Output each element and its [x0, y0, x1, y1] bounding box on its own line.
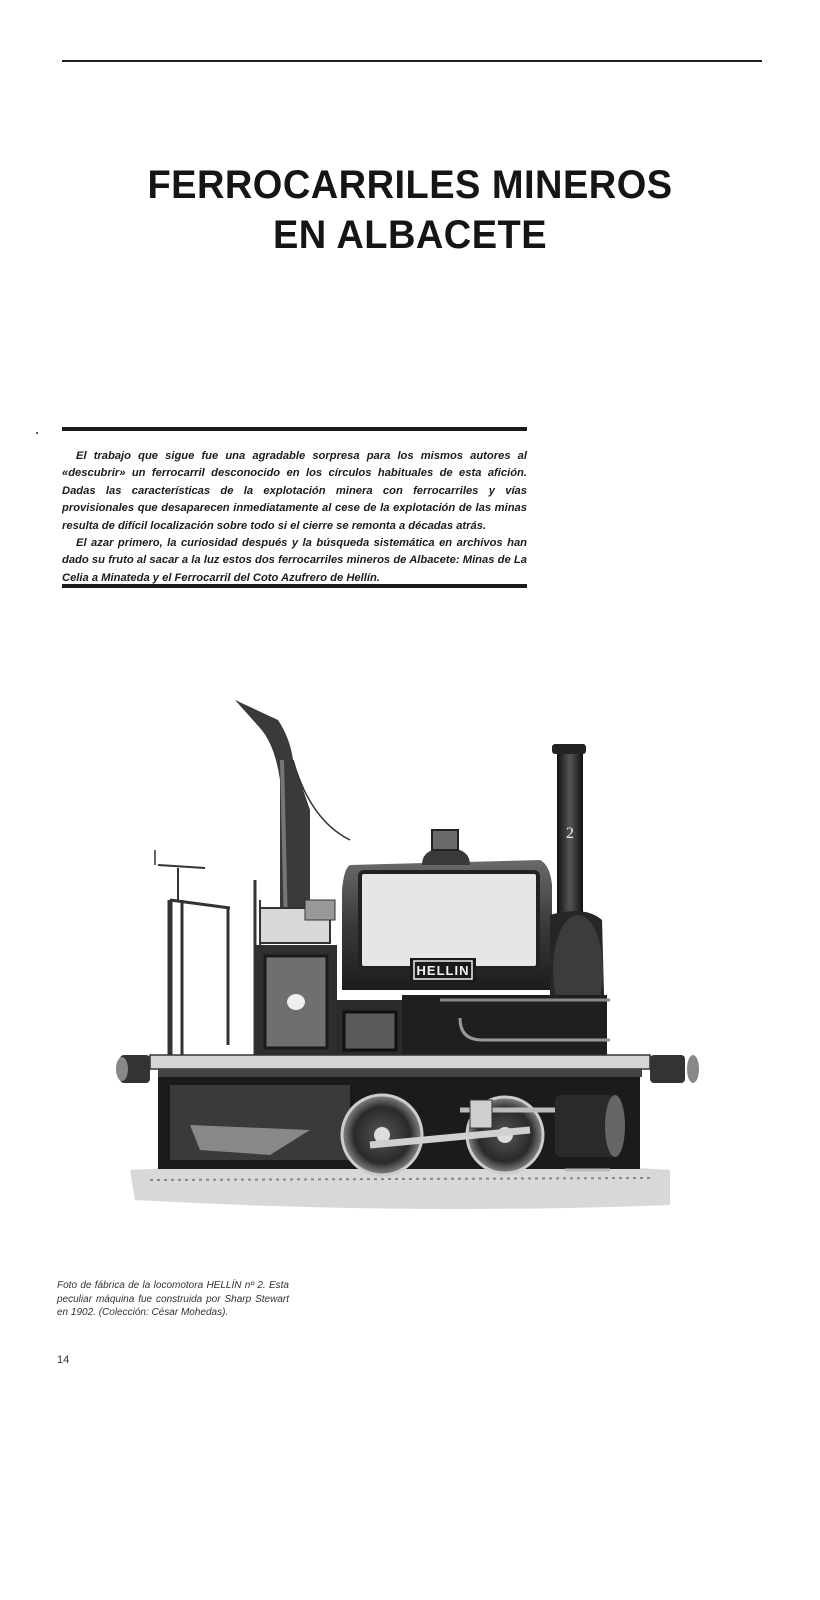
intro-bottom-rule — [62, 584, 527, 588]
hand-lever — [155, 850, 230, 1055]
locomotive-photo — [110, 700, 730, 1240]
intro-top-rule — [62, 427, 527, 431]
article-title — [21, 160, 800, 260]
footplate — [150, 1055, 650, 1069]
firebox-panel — [255, 945, 337, 1060]
print-speck — [36, 432, 38, 434]
chimney — [552, 744, 586, 916]
intro-paragraph-2: El azar primero, la curiosidad después y la búsqueda sistemática en archivos han dado su fruto al sacar a la luz estos dos ferrocarriles mineros de Albacete: Minas de La Celia a Minateda y el Ferrocarril del Coto Azufrero de Hellín. — [62, 537, 527, 584]
intro-paragraph-1: El trabajo que sigue fue una agradable sorpresa para los mismos autores al «descubrir» un ferrocarril desconocido en los círculos habituales de esta afición. Dadas las características de la explotación minera con ferrocarriles y vías provisionales que desaparecen inmediatamente al cese de la explotación de las minas resulta de difícil localización sobre todo si el cierre se remonta a décadas atrás. — [62, 450, 527, 532]
top-rule — [62, 60, 762, 62]
nameplate-text: HELLIN — [416, 963, 470, 978]
title-line-2: EN ALBACETE — [272, 213, 548, 257]
saddle-tank — [342, 830, 552, 990]
page-number: 14 — [57, 1354, 70, 1366]
photo-caption: Foto de fábrica de la locomotora HELLÍN nº 2. Esta peculiar máquina fue construida por Sharp Stewart en 1902. (Colección: César Mohedas). — [57, 1280, 289, 1318]
title-line-1: FERROCARRILES MINEROS — [147, 163, 673, 207]
intro-text — [62, 448, 527, 587]
spark-arrester — [235, 700, 350, 928]
chimney-number: 2 — [566, 825, 574, 842]
